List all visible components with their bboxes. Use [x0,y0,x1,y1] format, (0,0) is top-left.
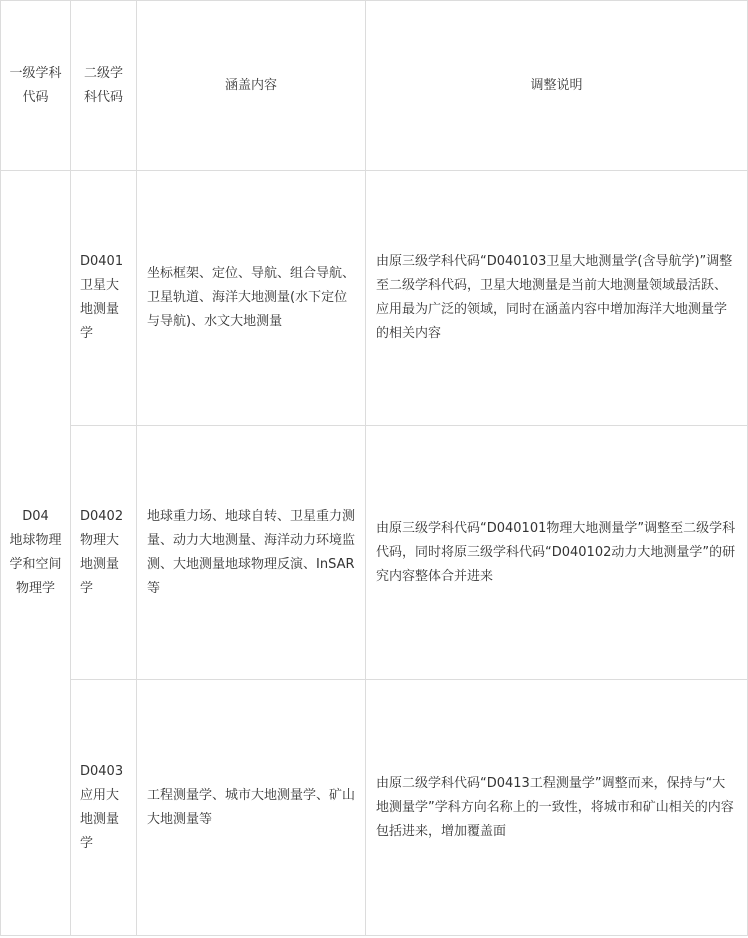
secondary-discipline-cell [71,425,137,680]
secondary-code: D0402 [80,508,124,524]
adjustment-note-cell: 由原三级学科代码“D040101物理大地测量学”调整至二级学科代码，同时将原三级学科代码“D040102动力大地测量学”的研究内容整体合并进来 [366,425,748,680]
primary-code: D04 [22,509,49,525]
adjustment-note-cell: 由原三级学科代码“D040103卫星大地测量学(含导航学)”调整至二级学科代码，卫星大地测量是当前大地测量领域最活跃、应用最为广泛的领域，同时在涵盖内容中增加海洋大地测量学的相关内容 [366,171,748,426]
header-coverage: 涵盖内容 [137,1,366,171]
header-secondary-code: 二级学科代码 [71,1,137,171]
table-row [1,171,748,426]
adjustment-note-cell: 由原二级学科代码“D0413工程测量学”调整而来，保持与“大地测量学”学科方向名称上的一致性，将城市和矿山相关的内容包括进来，增加覆盖面 [366,680,748,936]
coverage-cell: 地球重力场、地球自转、卫星重力测量、动力大地测量、海洋动力环境监测、大地测量地球物理反演、InSAR等 [137,425,366,680]
primary-discipline-cell [1,171,71,936]
table-row [1,680,748,936]
coverage-cell: 工程测量学、城市大地测量学、矿山大地测量等 [137,680,366,936]
coverage-cell: 坐标框架、定位、导航、组合导航、卫星轨道、海洋大地测量(水下定位与导航)、水文大地测量 [137,171,366,426]
secondary-name: 应用大地测量学 [80,787,120,851]
table-row [1,425,748,680]
secondary-discipline-cell [71,171,137,426]
secondary-code: D0403 [80,763,124,779]
secondary-code: D0401 [80,254,124,270]
primary-name: 地球物理学和空间物理学 [9,533,62,597]
secondary-discipline-cell [71,680,137,936]
header-primary-code: 一级学科代码 [1,1,71,171]
secondary-name: 卫星大地测量学 [80,278,120,342]
header-adjustment-note: 调整说明 [366,1,748,171]
table-header-row [1,1,748,171]
secondary-name: 物理大地测量学 [80,532,120,596]
